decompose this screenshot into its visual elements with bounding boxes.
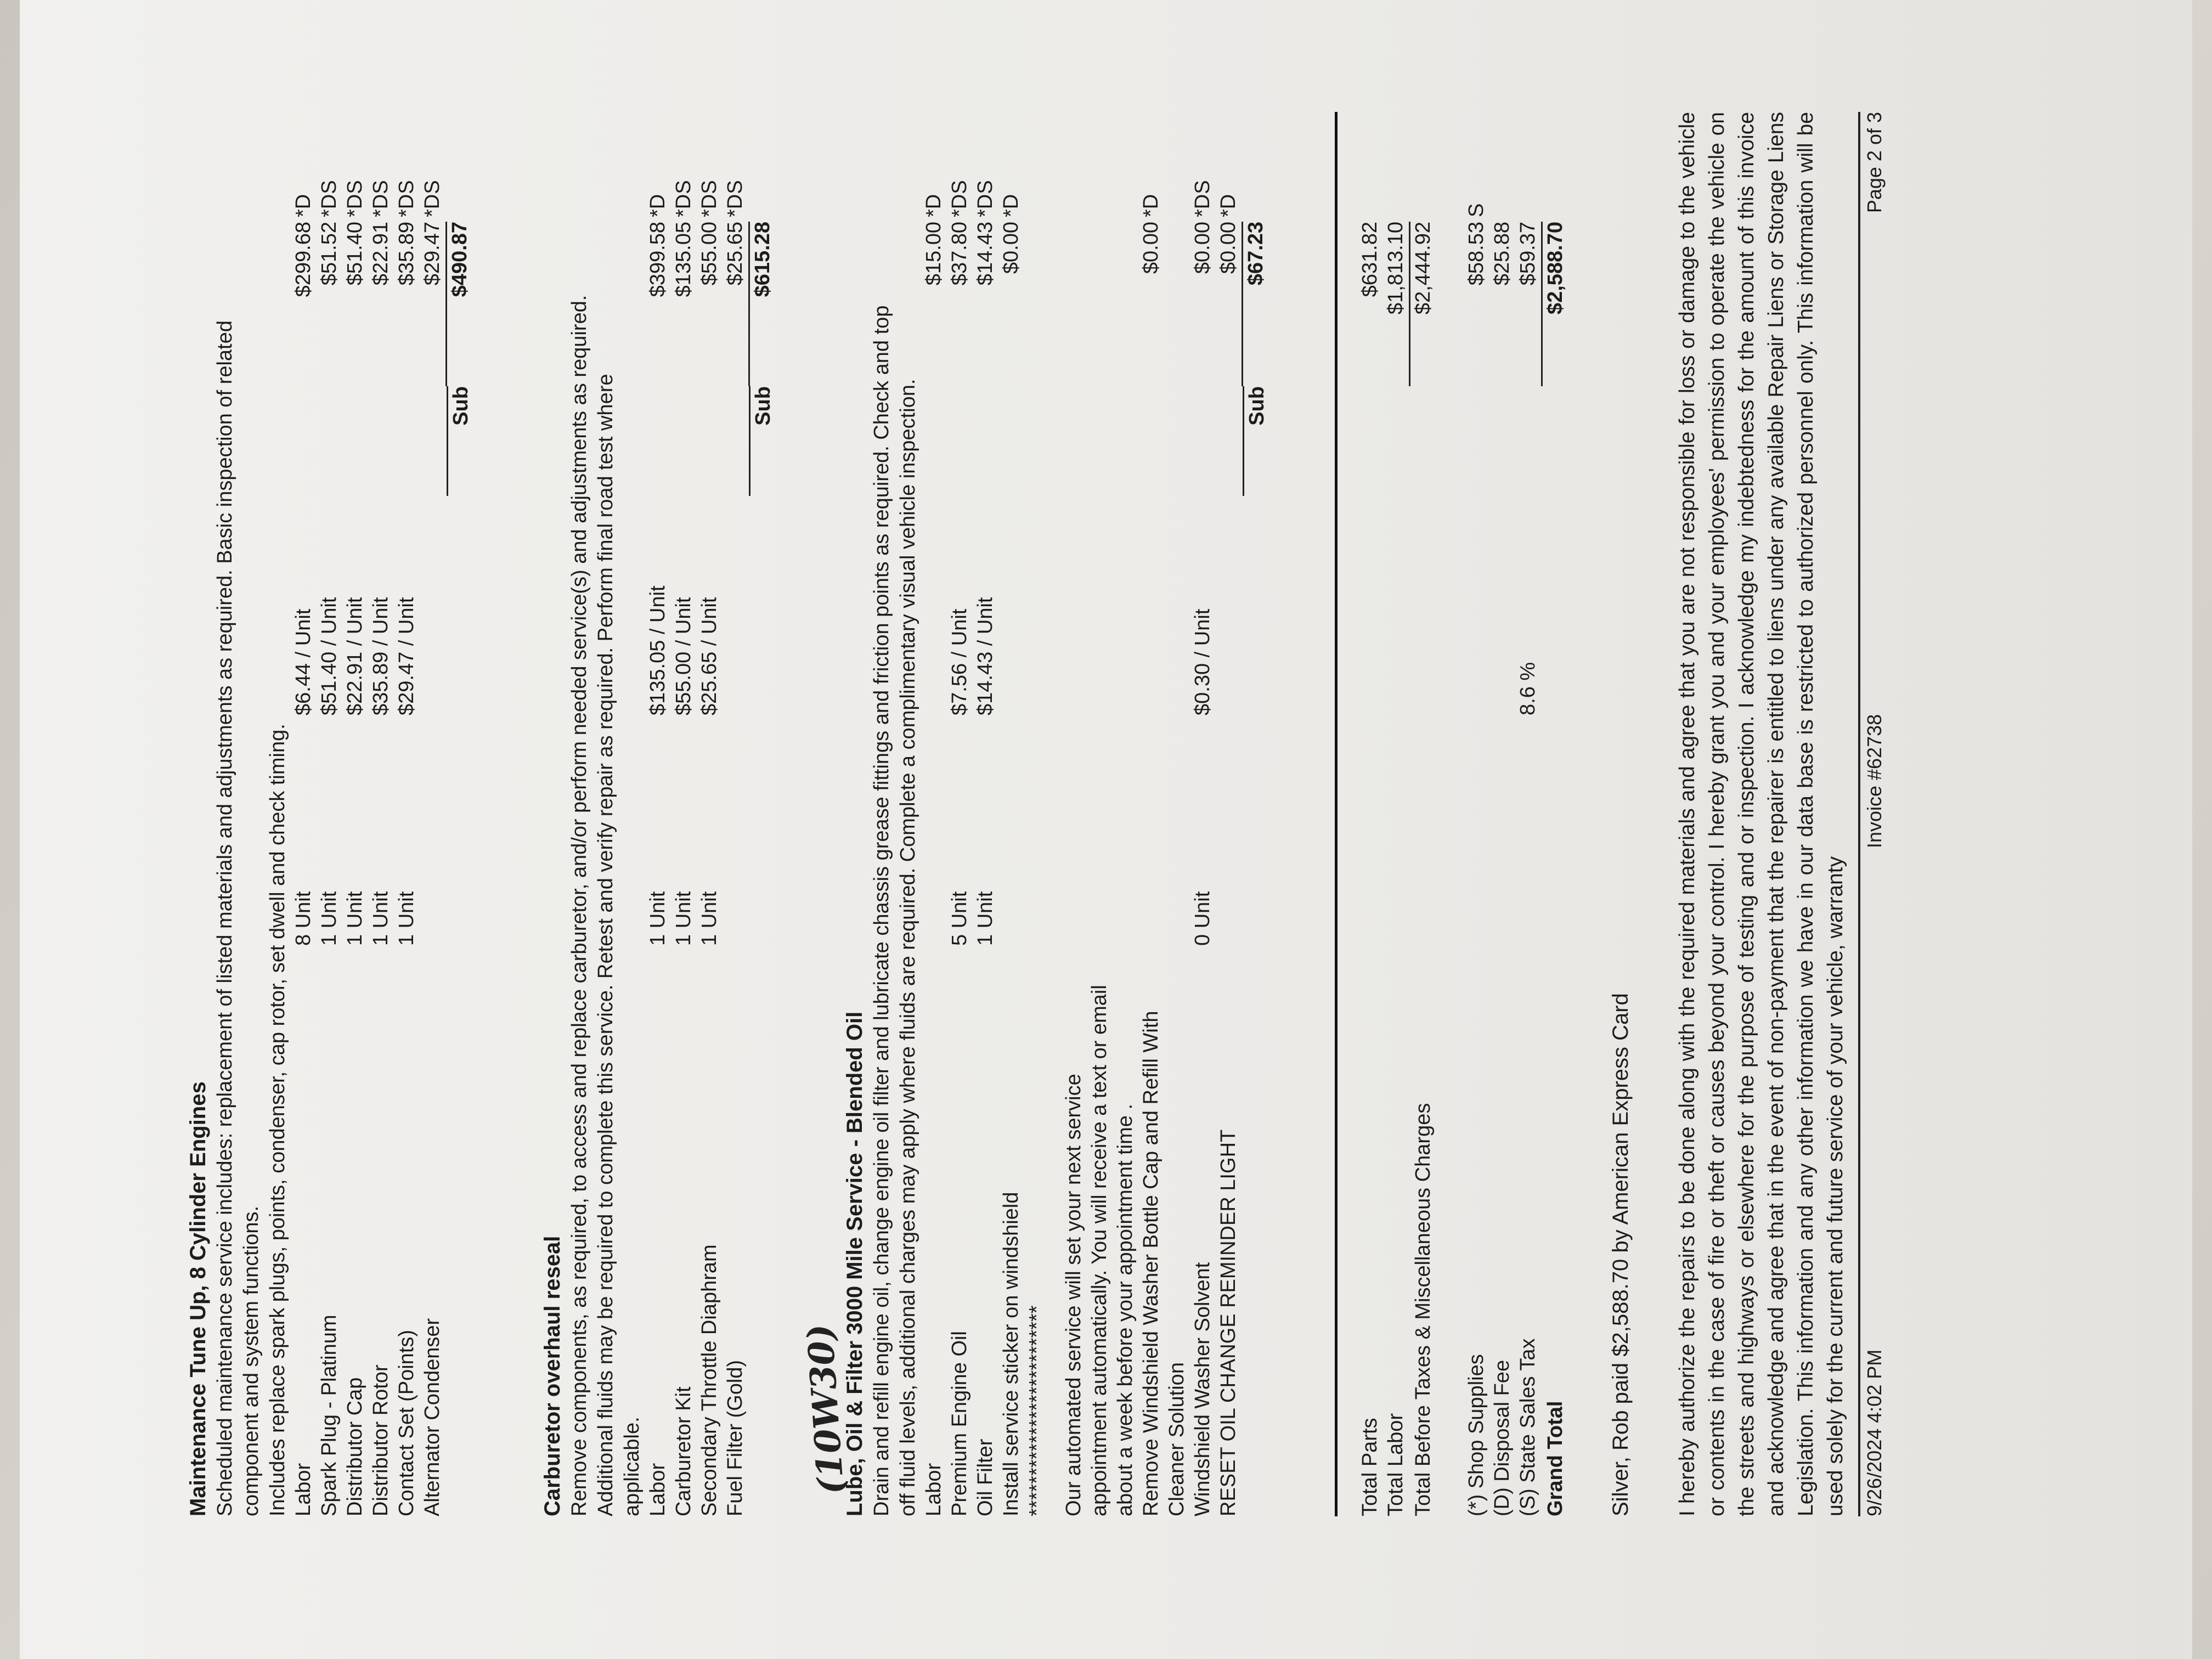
item-name: Premium Engine Oil: [948, 1331, 971, 1516]
item-amount-cell: [645, 112, 671, 386]
item-amount: $135.05: [672, 222, 695, 297]
blank-cell: [368, 386, 394, 496]
item-tax-code: *D: [1217, 194, 1240, 217]
service-description-line: component and system functions.: [240, 1205, 263, 1516]
item-amount: $55.00: [697, 222, 721, 286]
totals-row: [1515, 112, 1543, 1516]
item-name: Spark Plug - Platinum: [318, 1314, 341, 1516]
item-name: Distributor Rotor: [369, 1364, 392, 1516]
subtotal-amount: $490.87: [448, 222, 471, 297]
totals-percent: 8.6 %: [1516, 662, 1539, 715]
service-title-text: Carburetor overhaul reseal: [540, 1235, 565, 1516]
blank-cell: [1243, 715, 1270, 946]
item-rate: $35.89 / Unit: [369, 597, 392, 715]
service-description-line: Drain and refill engine oil, change engine oil filter and lubricate chassis grease fittings and friction points as required. Check and top: [870, 305, 893, 1516]
item-amount: $399.58: [646, 222, 669, 297]
blank-cell: [750, 946, 777, 1516]
blank-cell: [697, 386, 723, 496]
line-items-table: [921, 112, 1270, 1516]
service-section: [539, 112, 777, 1516]
item-tax-code: *DS: [723, 180, 747, 217]
item-name: Remove Windshield Washer Bottle Cap and Refill With: [1139, 1011, 1163, 1516]
legal-disclaimer: I hereby authorize the repairs to be done along with the required materials and agree that you are not responsible for loss or damage to the vehicle or contents in the case of fire or theft or causes beyond your control. I hereby grant you and your employees' permission to operate the vehicle on the streets and highways or elsewhere for the purpose of testing and or inspection. I acknowledge my indebtedness for the amount of this invoice and acknowledge and agree that in the event of non-payment that the repairer is entitled to liens under any available Repair Liens or Storage Liens Legislation. This information and any other information we have in our data base is restricted to authorized personnel only. This information will be used solely for the current and future service of your vehicle, warranty: [1675, 112, 1847, 1516]
totals-code: S: [1464, 203, 1488, 217]
subtotal-amount-cell: [1243, 112, 1270, 386]
item-tax-code: *DS: [948, 180, 971, 217]
blank-cell: [1464, 386, 1489, 496]
item-tax-code: *DS: [343, 180, 366, 217]
item-quantity: [1024, 715, 1050, 946]
blank-cell: [394, 386, 420, 496]
item-amount: $0.00: [1216, 222, 1243, 386]
blank-cell: [1543, 715, 1568, 946]
totals-label: (D) Disposal Fee: [1490, 1359, 1514, 1516]
item-tax-code: *DS: [672, 180, 695, 217]
totals-amount-cell: [1357, 112, 1383, 386]
item-quantity: [921, 715, 947, 946]
item-rate: [921, 496, 947, 715]
blank-cell: [1164, 386, 1190, 496]
totals-row: [1383, 112, 1410, 1516]
service-title: [539, 112, 566, 1516]
item-amount: $35.89: [395, 222, 418, 286]
line-items-table: [645, 112, 777, 1516]
item-name: Labor: [646, 1463, 669, 1516]
item-amount-cell: [973, 112, 998, 386]
blank-cell: [1410, 715, 1436, 946]
item-tax-code: *DS: [369, 180, 392, 217]
item-quantity: 1 Unit: [974, 891, 997, 946]
item-amount-cell: [291, 112, 317, 386]
item-amount-cell: [1216, 112, 1243, 386]
item-amount: $15.00: [922, 222, 945, 286]
invoice-page: [20, 0, 2192, 1659]
blank-cell: [1410, 386, 1436, 496]
item-tax-code: *D: [646, 194, 669, 217]
blank-cell: [671, 386, 697, 496]
item-name: Contact Set (Points): [395, 1329, 418, 1516]
subtotal-label: Sub: [449, 386, 472, 426]
item-rate: $55.00 / Unit: [672, 597, 695, 715]
subtotal-row: [1243, 112, 1270, 1516]
line-item: [671, 112, 697, 1516]
item-tax-code: *D: [1139, 194, 1163, 217]
line-item: [947, 112, 973, 1516]
item-amount: $0.00: [1139, 222, 1163, 274]
item-amount-cell: [723, 112, 750, 386]
blank-cell: [291, 386, 317, 496]
item-amount: $51.40: [343, 222, 366, 286]
invoice-content: [184, 112, 1887, 1516]
item-quantity: 1 Unit: [318, 891, 341, 946]
item-name: Windshield Washer Solvent: [1191, 1262, 1214, 1516]
item-amount: $22.91: [369, 222, 392, 286]
blank-cell: [723, 386, 750, 496]
line-item: [368, 112, 394, 1516]
service-description-line: Additional fluids may be required to complete this service. Retest and verify repair as required. Perform final road test where: [594, 374, 617, 1516]
totals-amount-cell: [1410, 112, 1436, 386]
blank-cell: [921, 386, 947, 496]
item-rate: $14.43 / Unit: [974, 597, 997, 715]
totals-percent: [1357, 496, 1383, 715]
totals-percent: [1383, 496, 1410, 715]
item-tax-code: *DS: [421, 180, 444, 217]
item-quantity: 0 Unit: [1191, 891, 1214, 946]
item-rate: $29.47 / Unit: [395, 597, 418, 715]
totals-percent: [1543, 496, 1568, 715]
item-rate: [1216, 496, 1243, 715]
item-quantity: [1216, 715, 1243, 946]
totals-amount-cell: [1489, 112, 1515, 386]
payment-note: Silver, Rob paid $2,588.70 by American Express Card: [1608, 993, 1633, 1516]
totals-label: Total Before Taxes & Miscellaneous Charges: [1411, 1103, 1435, 1516]
totals-amount: $25.88: [1490, 222, 1514, 286]
service-section: [799, 112, 1270, 1516]
item-amount-cell: [368, 112, 394, 386]
note-row: [1113, 112, 1138, 1516]
blank-cell: [1357, 715, 1383, 946]
blank-cell: [947, 386, 973, 496]
item-name: Labor: [922, 1463, 945, 1516]
item-rate: $135.05 / Unit: [646, 585, 669, 715]
item-amount-cell: [697, 112, 723, 386]
item-amount-cell: [671, 112, 697, 386]
item-name: Cleaner Solution: [1165, 1362, 1188, 1516]
item-amount: $299.68: [292, 222, 315, 297]
item-quantity: 1 Unit: [395, 891, 418, 946]
item-tax-code: *DS: [974, 180, 997, 217]
footer-invoice-number: Invoice #62738: [1863, 714, 1886, 849]
service-note-line: about a week before your appointment time .: [1114, 1103, 1137, 1516]
service-title-text: Maintenance Tune Up, 8 Cylinder Engines: [186, 1081, 210, 1516]
blank-cell: [1515, 715, 1543, 946]
item-name: RESET OIL CHANGE REMINDER LIGHT: [1217, 1129, 1240, 1516]
blank-cell: [750, 496, 777, 715]
item-amount-cell: [998, 112, 1024, 386]
item-amount: $29.47: [420, 222, 447, 386]
handwritten-note: (10W30): [799, 1323, 853, 1496]
line-item: [697, 112, 723, 1516]
totals-label: (S) State Sales Tax: [1516, 1338, 1539, 1516]
item-tax-code: *DS: [1191, 180, 1214, 217]
blank-cell: [1243, 496, 1270, 715]
item-rate: $51.40 / Unit: [318, 597, 341, 715]
item-name: Carburetor Kit: [672, 1386, 695, 1516]
blank-cell: [1024, 386, 1050, 496]
item-name: Fuel Filter (Gold): [723, 1359, 747, 1516]
totals-amount: $631.82: [1358, 222, 1381, 297]
subtotal-amount-cell: [750, 112, 777, 386]
item-quantity: 1 Unit: [672, 891, 695, 946]
item-quantity: 8 Unit: [292, 891, 315, 946]
subtotal-label: Sub: [1245, 386, 1268, 426]
line-item: [291, 112, 317, 1516]
totals-label: Total Labor: [1384, 1413, 1407, 1516]
totals-amount-cell: [1515, 112, 1543, 386]
item-tax-code: *DS: [318, 180, 341, 217]
item-name: Distributor Cap: [343, 1377, 366, 1516]
line-item: [317, 112, 342, 1516]
item-quantity: 1 Unit: [646, 891, 669, 946]
subtotal-row: [750, 112, 777, 1516]
totals-percent: [1410, 496, 1436, 715]
totals-amount: $1,813.10: [1383, 222, 1410, 386]
blank-cell: [1190, 386, 1216, 496]
blank-cell: [1383, 386, 1410, 496]
blank-cell: [1543, 386, 1568, 496]
footer-datetime: 9/26/2024 4:02 PM: [1863, 1349, 1886, 1516]
blank-cell: [750, 715, 777, 946]
line-item: [973, 112, 998, 1516]
item-amount-cell: [947, 112, 973, 386]
item-tax-code: *D: [922, 194, 945, 217]
note-row: [1061, 112, 1087, 1516]
spacer-row: [1050, 112, 1061, 1516]
blank-cell: [447, 946, 474, 1516]
service-note-line: Our automated service will set your next service: [1062, 1074, 1085, 1516]
item-name: Labor: [292, 1463, 315, 1516]
item-rate: [998, 496, 1024, 715]
service-title: [184, 112, 212, 1516]
subtotal-amount: $615.28: [751, 222, 774, 297]
item-amount: $0.00: [1191, 222, 1214, 274]
item-rate: [420, 496, 447, 715]
totals-percent: [1464, 496, 1489, 715]
item-quantity: 1 Unit: [697, 891, 721, 946]
spacer-cell: [1050, 112, 1061, 1516]
totals-percent: [1489, 496, 1515, 715]
totals-label: Total Parts: [1358, 1418, 1381, 1516]
line-item: [1190, 112, 1216, 1516]
item-rate: $6.44 / Unit: [292, 608, 315, 715]
page-footer: [1858, 112, 1887, 1516]
item-name: Oil Filter: [974, 1438, 997, 1516]
item-amount-cell: [1190, 112, 1216, 386]
item-name: Secondary Throttle Diaphram: [697, 1244, 721, 1516]
totals-amount: $59.37: [1515, 222, 1543, 386]
item-amount-cell: [342, 112, 368, 386]
blank-cell: [1216, 386, 1243, 496]
subtotal-row: [447, 112, 474, 1516]
item-amount-cell: [1138, 112, 1164, 386]
totals-row: [1464, 112, 1489, 1516]
item-amount: $25.65: [723, 222, 750, 386]
blank-cell: [447, 496, 474, 715]
item-rate: $0.30 / Unit: [1191, 608, 1214, 715]
item-quantity: 1 Unit: [369, 891, 392, 946]
service-description-line: Remove components, as required, to access and replace carburetor, and/or perform needed service(s) and adjustments as required.: [567, 295, 591, 1516]
item-rate: [1164, 496, 1190, 715]
subtotal-amount-cell: [447, 112, 474, 386]
item-amount-cell: [1024, 112, 1050, 386]
service-description-line: applicable.: [620, 1417, 644, 1516]
blank-cell: [998, 386, 1024, 496]
line-item: [645, 112, 671, 1516]
totals-amount: $2,588.70: [1543, 222, 1567, 315]
totals-label: Grand Total: [1543, 1401, 1567, 1516]
service-title-text: Lube, Oil & Filter 3000 Mile Service - Blended Oil: [843, 1011, 867, 1516]
line-item: [420, 112, 447, 1516]
totals-amount: $58.53: [1464, 222, 1488, 286]
blank-cell: [1243, 946, 1270, 1516]
item-name: **************************: [1025, 1305, 1048, 1516]
blank-cell: [1515, 386, 1543, 496]
line-item: [1216, 112, 1243, 1516]
blank-cell: [1138, 386, 1164, 496]
item-tax-code: *D: [1000, 194, 1023, 217]
item-quantity: [1164, 715, 1190, 946]
totals-row: [1489, 112, 1515, 1516]
note-row: [1087, 112, 1113, 1516]
blank-cell: [1383, 715, 1410, 946]
totals-amount-cell: [1383, 112, 1410, 386]
totals-label: (*) Shop Supplies: [1464, 1354, 1488, 1516]
service-description-line: Includes replace spark plugs, points, condenser, cap rotor, set dwell and check timing.: [266, 724, 289, 1516]
totals-amount-cell: [1464, 112, 1489, 386]
item-amount-cell: [921, 112, 947, 386]
blank-cell: [1464, 715, 1489, 946]
item-name: Install service sticker on windshield: [1000, 1192, 1023, 1516]
service-note-line: appointment automatically. You will receive a text or email: [1088, 985, 1111, 1516]
footer-page-number: Page 2 of 3: [1863, 112, 1886, 213]
item-amount: $0.00: [1000, 222, 1023, 274]
blank-cell: [1489, 715, 1515, 946]
item-quantity: [723, 715, 750, 946]
line-item: [394, 112, 420, 1516]
totals-table: [1357, 112, 1436, 1516]
blank-cell: [645, 386, 671, 496]
item-tax-code: *D: [292, 194, 315, 217]
service-description-line: Scheduled maintenance service includes: replacement of listed materials and adjustments as required. Basic inspection of related: [213, 320, 236, 1516]
line-item: [342, 112, 368, 1516]
totals-amount: $2,444.92: [1411, 222, 1435, 315]
line-item: [1138, 112, 1164, 1516]
totals-amount-cell: [1543, 112, 1568, 386]
item-name: Alternator Condenser: [421, 1318, 444, 1516]
line-item: [1024, 112, 1050, 1516]
item-amount: $51.52: [318, 222, 341, 286]
item-rate: [1138, 496, 1164, 715]
blank-cell: [973, 386, 998, 496]
item-amount: $14.43: [974, 222, 997, 286]
item-rate: [1024, 496, 1050, 715]
blank-cell: [342, 386, 368, 496]
item-amount-cell: [317, 112, 342, 386]
totals-divider: [1335, 112, 1338, 1516]
blank-cell: [1489, 386, 1515, 496]
line-item: [998, 112, 1024, 1516]
item-rate: $22.91 / Unit: [343, 597, 366, 715]
item-rate: [723, 496, 750, 715]
line-item: [921, 112, 947, 1516]
item-amount: $37.80: [948, 222, 971, 286]
line-item: [723, 112, 750, 1516]
blank-cell: [1357, 386, 1383, 496]
item-quantity: 1 Unit: [343, 891, 366, 946]
service-section: [184, 112, 474, 1516]
item-tax-code: *DS: [395, 180, 418, 217]
totals-row: [1357, 112, 1383, 1516]
item-quantity: [420, 715, 447, 946]
subtotal-label: Sub: [752, 386, 775, 426]
totals-row: [1410, 112, 1436, 1516]
charges-table: [1464, 112, 1568, 1516]
blank-cell: [317, 386, 342, 496]
item-rate: $25.65 / Unit: [697, 597, 721, 715]
service-title: [799, 112, 868, 1516]
item-quantity: 5 Unit: [948, 891, 971, 946]
item-rate: $7.56 / Unit: [948, 608, 971, 715]
line-item: [1164, 112, 1190, 1516]
blank-cell: [447, 715, 474, 946]
item-tax-code: *DS: [697, 180, 721, 217]
item-quantity: [998, 715, 1024, 946]
item-amount-cell: [1164, 112, 1190, 386]
item-amount-cell: [420, 112, 447, 386]
line-items-table: [291, 112, 474, 1516]
blank-cell: [420, 386, 447, 496]
item-amount-cell: [394, 112, 420, 386]
item-quantity: [1138, 715, 1164, 946]
subtotal-amount: $67.23: [1244, 222, 1267, 286]
totals-row: [1543, 112, 1568, 1516]
service-description-line: off fluid levels, additional charges may apply where fluids are required. Complete a complimentary visual vehicle inspection.: [896, 379, 919, 1516]
